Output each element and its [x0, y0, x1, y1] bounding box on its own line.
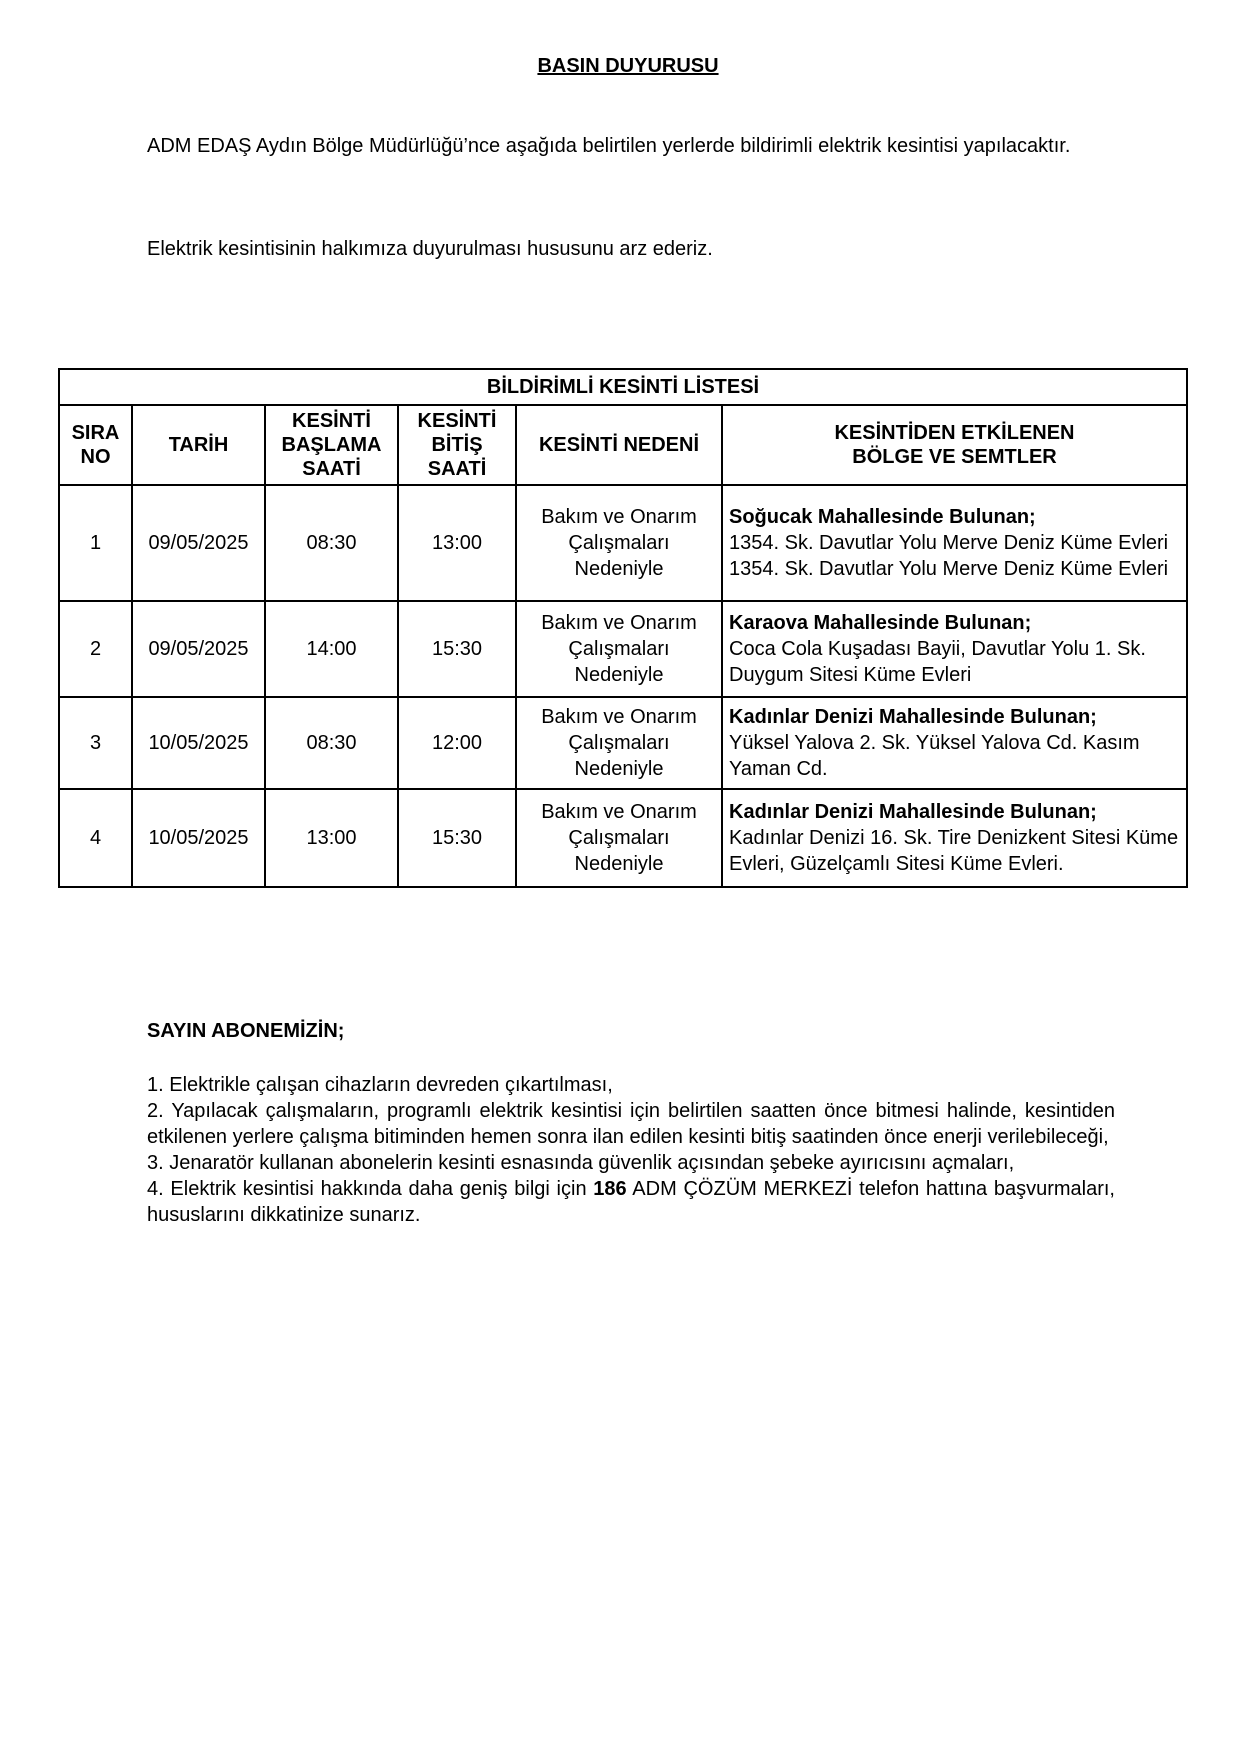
cell-reason	[516, 697, 722, 789]
cell-start-time: 14:00	[265, 601, 398, 697]
cell-reason	[516, 485, 722, 601]
cell-date: 10/05/2025	[132, 697, 265, 789]
cell-start-time: 08:30	[265, 485, 398, 601]
header-sira-no	[59, 405, 132, 485]
header-baslama-line3: SAATİ	[302, 458, 361, 480]
cell-no: 3	[59, 697, 132, 789]
header-baslama-line2: BAŞLAMA	[281, 434, 382, 456]
cell-reason	[516, 789, 722, 887]
header-bitis-line1: KESİNTİ	[417, 410, 497, 432]
reason-text: Bakım ve Onarım Çalışmaları Nedeniyle	[541, 706, 697, 780]
table-title: BİLDİRİMLİ KESİNTİ LİSTESİ	[59, 369, 1187, 405]
outage-table	[58, 368, 1188, 888]
page-title: BASIN DUYURUSU	[537, 55, 719, 77]
cell-date: 09/05/2025	[132, 485, 265, 601]
table-header-row	[59, 405, 1187, 485]
cell-end-time: 15:30	[398, 789, 516, 887]
cell-reason	[516, 601, 722, 697]
header-baslama-saati	[265, 405, 398, 485]
header-bolge-line2: BÖLGE VE SEMTLER	[852, 446, 1057, 468]
cell-no: 1	[59, 485, 132, 601]
header-bitis-line3: SAATİ	[427, 458, 487, 480]
cell-region	[722, 697, 1187, 789]
phone-number: 186	[593, 1178, 627, 1200]
header-sira-line1: SIRA	[71, 422, 120, 444]
cell-no: 4	[59, 789, 132, 887]
header-bitis-line2: BİTİŞ	[431, 434, 483, 456]
region-detail: Coca Cola Kuşadası Bayii, Davutlar Yolu 1. Sk. Duygum Sitesi Küme Evleri	[729, 638, 1146, 686]
cell-date: 10/05/2025	[132, 789, 265, 887]
table-row	[59, 601, 1187, 697]
request-paragraph: Elektrik kesintisinin halkımıza duyurulması hususunu arz ederiz.	[147, 238, 713, 260]
region-detail: Yüksel Yalova 2. Sk. Yüksel Yalova Cd. Kasım Yaman Cd.	[729, 732, 1140, 780]
notice-item-4	[147, 1176, 1115, 1228]
region-detail: Kadınlar Denizi 16. Sk. Tire Denizkent Sitesi Küme Evleri, Güzelçamlı Sitesi Küme Evleri.	[729, 827, 1179, 875]
header-tarih: TARİH	[132, 405, 265, 485]
region-title: Soğucak Mahallesinde Bulunan;	[729, 506, 1036, 528]
notice-heading: SAYIN ABONEMİZİN;	[147, 1020, 345, 1042]
notice-item-2: 2. Yapılacak çalışmaların, programlı elektrik kesintisi için belirtilen saatten önce bitmesi halinde, kesintiden etkilenen yerlere çalışma bitiminden hemen sonra ilan edilen kesinti bitiş saatinden önce enerji verilebileceği,	[147, 1100, 1115, 1148]
table-row	[59, 697, 1187, 789]
notice-item-1: 1. Elektrikle çalışan cihazların devreden çıkartılması,	[147, 1074, 613, 1096]
cell-end-time: 12:00	[398, 697, 516, 789]
header-sira-line2: NO	[80, 446, 111, 468]
header-baslama-line1: KESİNTİ	[292, 410, 371, 432]
region-detail: 1354. Sk. Davutlar Yolu Merve Deniz Küme Evleri 1354. Sk. Davutlar Yolu Merve Deniz Küme Evleri	[729, 532, 1169, 580]
header-etkilenen-bolge	[722, 405, 1187, 485]
region-title: Kadınlar Denizi Mahallesinde Bulunan;	[729, 801, 1097, 823]
cell-region	[722, 485, 1187, 601]
cell-region	[722, 601, 1187, 697]
cell-end-time: 13:00	[398, 485, 516, 601]
cell-end-time: 15:30	[398, 601, 516, 697]
reason-text: Bakım ve Onarım Çalışmaları Nedeniyle	[541, 612, 697, 686]
reason-text: Bakım ve Onarım Çalışmaları Nedeniyle	[541, 801, 697, 875]
notice-item-4-suffix: ADM ÇÖZÜM MERKEZİ telefon hattına başvurmaları, hususlarını dikkatinize sunarız.	[147, 1178, 1115, 1226]
notice-item-3: 3. Jenaratör kullanan abonelerin kesinti esnasında güvenlik açısından şebeke ayırıcısını açmaları,	[147, 1152, 1015, 1174]
header-kesinti-nedeni: KESİNTİ NEDENİ	[516, 405, 722, 485]
notice-list	[147, 1072, 1115, 1228]
cell-start-time: 08:30	[265, 697, 398, 789]
region-title: Karaova Mahallesinde Bulunan;	[729, 612, 1032, 634]
region-title: Kadınlar Denizi Mahallesinde Bulunan;	[729, 706, 1097, 728]
cell-no: 2	[59, 601, 132, 697]
cell-region	[722, 789, 1187, 887]
cell-date: 09/05/2025	[132, 601, 265, 697]
reason-text: Bakım ve Onarım Çalışmaları Nedeniyle	[541, 506, 697, 580]
cell-start-time: 13:00	[265, 789, 398, 887]
table-row	[59, 485, 1187, 601]
notice-item-4-prefix: 4. Elektrik kesintisi hakkında daha geniş bilgi için	[147, 1178, 594, 1200]
table-row	[59, 789, 1187, 887]
header-bolge-line1: KESİNTİDEN ETKİLENEN	[834, 422, 1075, 444]
header-bitis-saati	[398, 405, 516, 485]
intro-paragraph: ADM EDAŞ Aydın Bölge Müdürlüğü’nce aşağıda belirtilen yerlerde bildirimli elektrik kesintisi yapılacaktır.	[147, 135, 1071, 157]
